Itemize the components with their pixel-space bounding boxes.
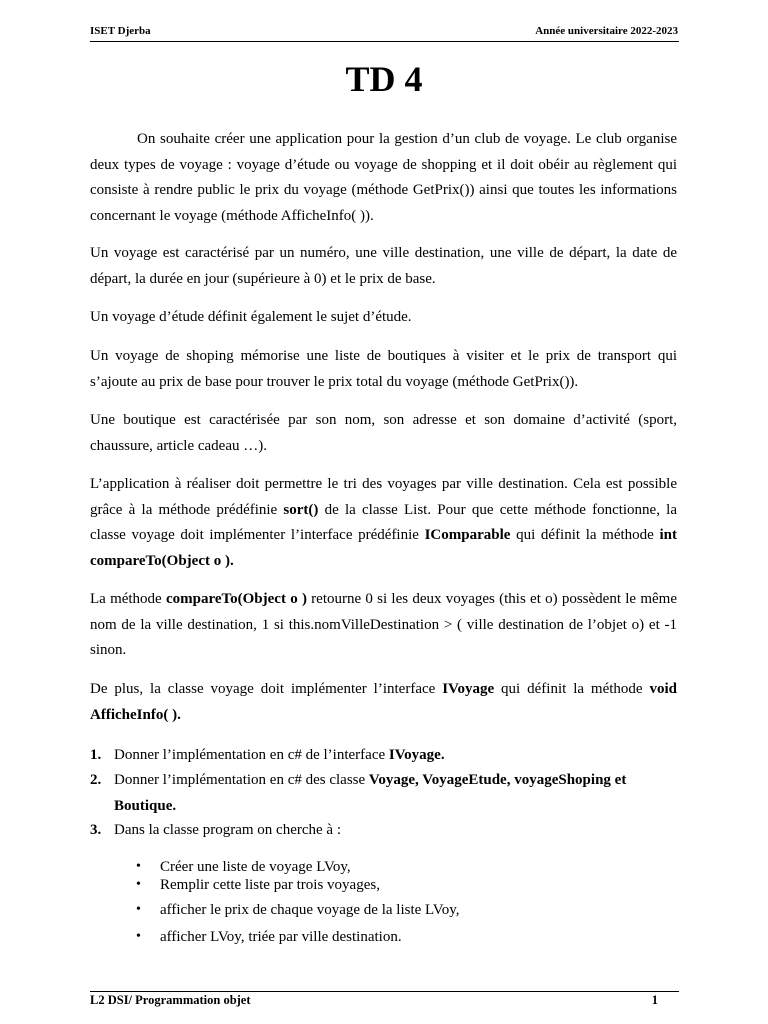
page-title: TD 4 xyxy=(345,59,423,99)
list-number-1: 1. xyxy=(90,747,102,763)
list-number-3: 3. xyxy=(90,822,102,838)
bullet-item-3: afficher le prix de chaque voyage de la liste LVoy, xyxy=(160,902,460,918)
compareto-text-a: La méthode xyxy=(90,591,166,607)
paragraph-sort xyxy=(90,472,677,574)
list-item-1 xyxy=(114,743,677,769)
sort-text-c: de la classe List. Pour que cette méthode fonctionne, la classe voyage doit implémenter l’interface prédéfinie xyxy=(90,501,677,543)
bullet-icon: • xyxy=(136,877,141,892)
list-item-2-bold: Voyage, VoyageEtude, voyageShoping et Boutique. xyxy=(114,772,627,814)
paragraph-voyage-attributes: Un voyage est caractérisé par un numéro, une ville destination, une ville de départ, la date de départ, la durée en jour (supérieure à 0) et le prix de base. xyxy=(90,245,677,287)
ivoyage-name: IVoyage xyxy=(442,681,495,697)
bullet-item-1: Créer une liste de voyage LVoy, xyxy=(160,859,351,875)
compareto-method-name: compareTo(Object o ) xyxy=(165,591,307,607)
compareto-text-c: retourne 0 si les deux voyages (this et o) possèdent le même nom de la ville destination, 1 si this.nomVilleDestination > ( ville destination de l’objet o) et -1 sinon. xyxy=(90,591,677,658)
bullet-icon: • xyxy=(136,929,141,944)
bullet-item-4: afficher LVoy, triée par ville destination. xyxy=(160,929,402,945)
paragraph-voyage-etude: Un voyage d’étude définit également le sujet d’étude. xyxy=(90,309,412,325)
list-number-2: 2. xyxy=(90,772,102,788)
list-item-3: Dans la classe program on cherche à : xyxy=(114,822,341,838)
footer-divider xyxy=(90,991,679,992)
afficheinfo-signature: void AfficheInfo( ). xyxy=(90,681,677,723)
paragraph-compareto xyxy=(90,587,677,664)
compareto-signature: int compareTo(Object o ). xyxy=(90,527,677,569)
icomparable-name: IComparable xyxy=(424,527,511,543)
list-item-1-bold: IVoyage. xyxy=(388,747,445,763)
paragraph-voyage-shoping: Un voyage de shoping mémorise une liste de boutiques à visiter et le prix de transport qui s’ajoute au prix de base pour trouver le prix total du voyage (méthode GetPrix()). xyxy=(90,348,677,390)
list-item-2-text: Donner l’implémentation en c# des classe xyxy=(114,772,369,788)
ivoyage-text-c: qui définit la méthode xyxy=(494,681,650,697)
list-item-2 xyxy=(114,768,677,819)
sort-method-name: sort() xyxy=(283,501,319,518)
ivoyage-text-a: De plus, la classe voyage doit implémenter l’interface xyxy=(90,681,443,697)
header-academic-year: Année universitaire 2022-2023 xyxy=(535,25,678,37)
header-institution: ISET Djerba xyxy=(90,25,151,37)
footer-course: L2 DSI/ Programmation objet xyxy=(90,993,251,1007)
bullet-icon: • xyxy=(136,902,141,917)
page-number: 1 xyxy=(651,993,658,1007)
header-divider xyxy=(90,41,679,42)
list-item-1-text: Donner l’implémentation en c# de l’interface xyxy=(114,747,389,763)
bullet-icon: • xyxy=(136,859,141,874)
bullet-item-2: Remplir cette liste par trois voyages, xyxy=(160,877,380,893)
sort-text-d: qui définit la méthode xyxy=(510,527,660,543)
paragraph-ivoyage xyxy=(90,677,677,728)
sort-text-a: L’application à réaliser doit permettre le tri des voyages par ville destination. Cela est possible grâce à la méthode prédéfinie xyxy=(90,476,677,518)
paragraph-boutique: Une boutique est caractérisée par son nom, son adresse et son domaine d’activité (sport, chaussure, article cadeau …). xyxy=(90,412,677,454)
paragraph-intro: On souhaite créer une application pour la gestion d’un club de voyage. Le club organise deux types de voyage : voyage d’étude ou voyage de shopping et il doit obéir au règlement qui consiste à rendre public le prix du voyage (méthode GetPrix()) ainsi que toutes les informations concernant le voyage (méthode AfficheInfo( )). xyxy=(90,131,677,224)
